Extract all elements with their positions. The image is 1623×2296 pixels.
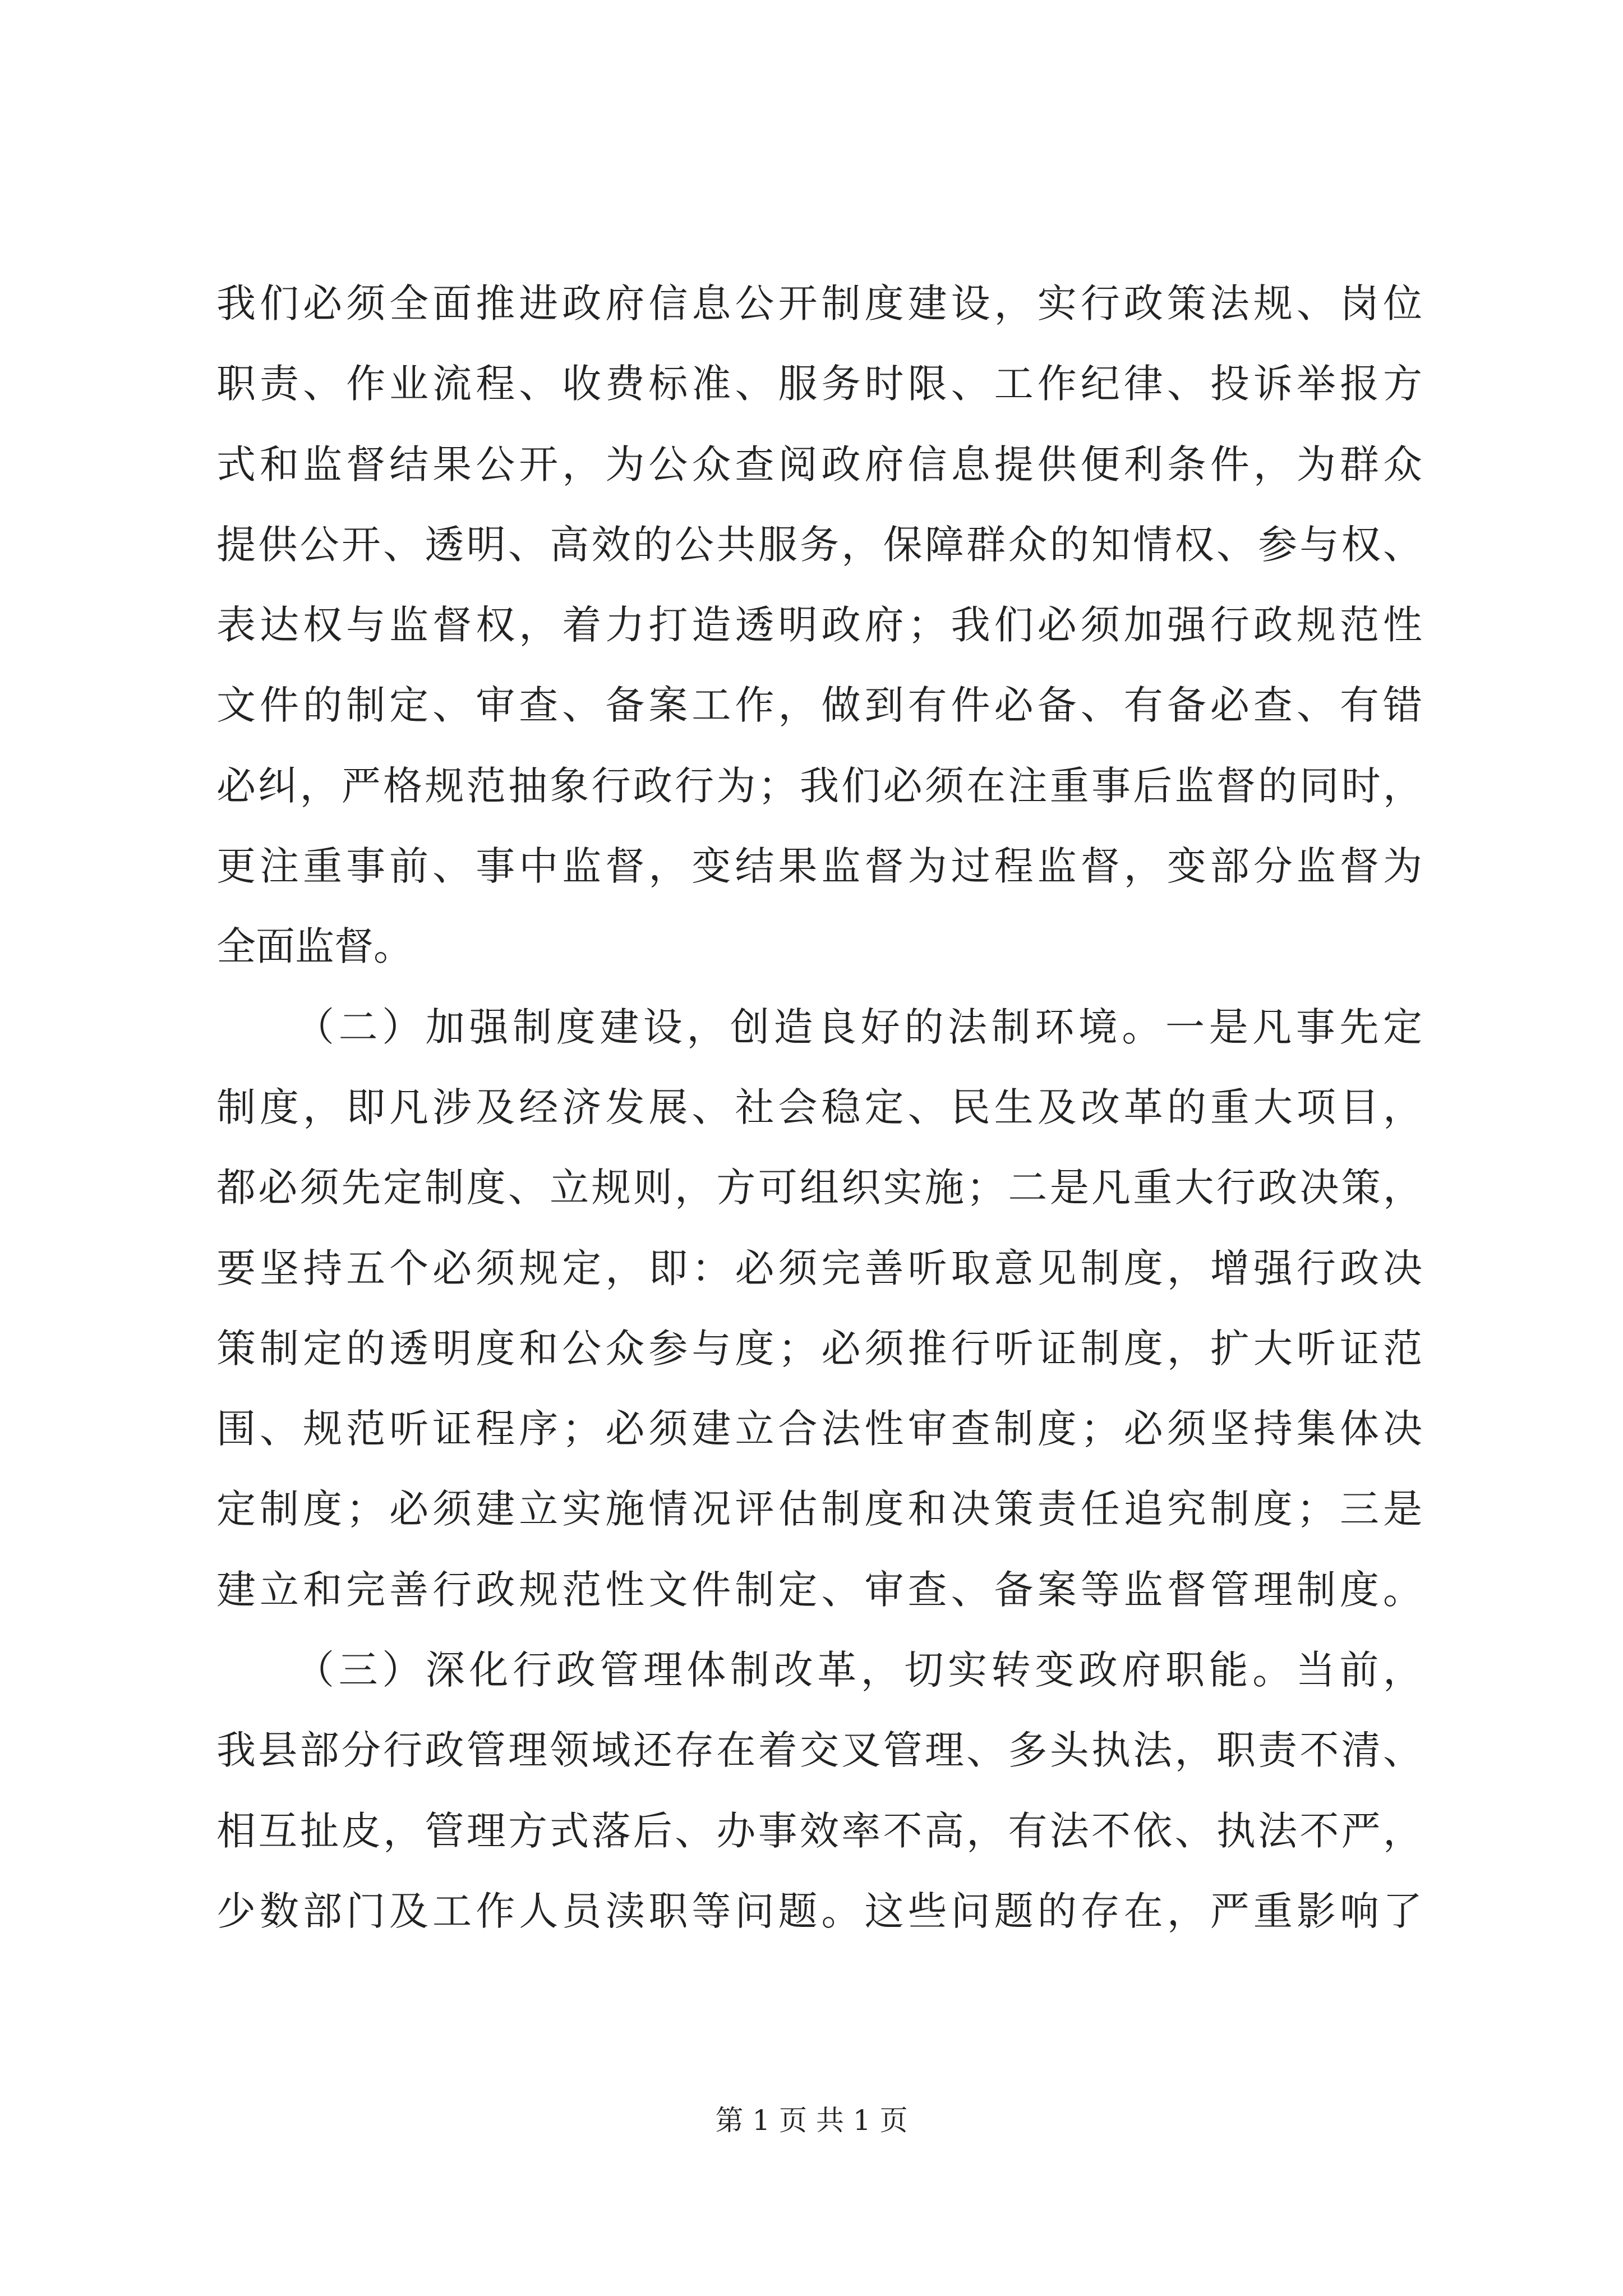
text-line: 要坚持五个必须规定，即：必须完善听取意见制度，增强行政决 xyxy=(216,1245,1422,1291)
text-line: 我们必须全面推进政府信息公开制度建设，实行政策法规、岗位 xyxy=(216,280,1422,326)
text-line: 更注重事前、事中监督，变结果监督为过程监督，变部分监督为 xyxy=(216,843,1422,890)
document-body xyxy=(216,264,1422,1952)
text-line: 围、规范听证程序；必须建立合法性审查制度；必须坚持集体决 xyxy=(216,1406,1422,1452)
paragraph-3 xyxy=(216,1630,1422,1952)
text-line: 策制定的透明度和公众参与度；必须推行听证制度，扩大听证范 xyxy=(216,1325,1422,1372)
text-line: （三）深化行政管理体制改革，切实转变政府职能。当前， xyxy=(295,1647,1422,1694)
text-line: 式和监督结果公开，为公众查阅政府信息提供便利条件，为群众 xyxy=(216,441,1422,487)
text-line: 职责、作业流程、收费标准、服务时限、工作纪律、投诉举报方 xyxy=(216,361,1422,407)
text-line: 全面监督。 xyxy=(216,923,413,970)
paragraph-2 xyxy=(216,987,1422,1630)
text-line: 表达权与监督权，着力打造透明政府；我们必须加强行政规范性 xyxy=(216,602,1422,648)
text-line: （二）加强制度建设，创造良好的法制环境。一是凡事先定 xyxy=(295,1004,1422,1050)
text-line: 少数部门及工作人员渎职等问题。这些问题的存在，严重影响了 xyxy=(216,1888,1422,1934)
text-line: 我县部分行政管理领域还存在着交叉管理、多头执法，职责不清、 xyxy=(216,1727,1422,1774)
text-line: 制度，即凡涉及经济发展、社会稳定、民生及改革的重大项目， xyxy=(216,1084,1422,1130)
text-line: 相互扯皮，管理方式落后、办事效率不高，有法不依、执法不严， xyxy=(216,1807,1422,1854)
text-line: 必纠，严格规范抽象行政行为；我们必须在注重事后监督的同时， xyxy=(216,762,1422,809)
text-line: 都必须先定制度、立规则，方可组织实施；二是凡重大行政决策， xyxy=(216,1165,1422,1211)
text-line: 建立和完善行政规范性文件制定、审查、备案等监督管理制度。 xyxy=(216,1566,1422,1613)
text-line: 提供公开、透明、高效的公共服务，保障群众的知情权、参与权、 xyxy=(216,521,1422,568)
text-line: 定制度；必须建立实施情况评估制度和决策责任追究制度；三是 xyxy=(216,1486,1422,1533)
paragraph-1 xyxy=(216,264,1422,987)
page-number-footer: 第 1 页 共 1 页 xyxy=(715,2104,908,2137)
text-line: 文件的制定、审查、备案工作，做到有件必备、有备必查、有错 xyxy=(216,682,1422,729)
